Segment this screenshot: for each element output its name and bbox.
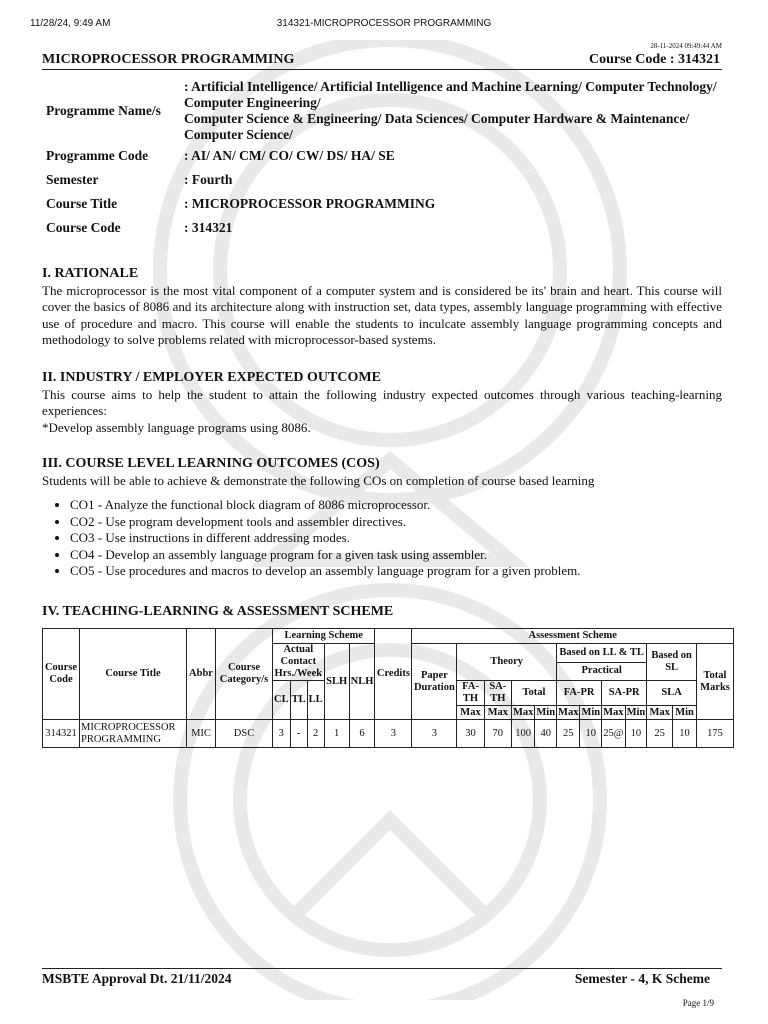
col-sa-pr: SA-PR <box>602 681 647 706</box>
info-key: Programme Code <box>46 148 149 163</box>
cell-slh: 1 <box>324 720 349 748</box>
table-row <box>43 720 734 748</box>
section-cos <box>42 456 722 580</box>
col-tl: TL <box>290 681 307 720</box>
col-min: Min <box>536 706 556 718</box>
col-ll-tl: Based on LL & TL <box>557 644 647 663</box>
cell-fa-pr-min: 10 <box>580 720 602 748</box>
cell-fa-pr-max: 25 <box>557 720 580 748</box>
list-item: • CO3 - Use instructions in different addressing modes. <box>70 530 722 547</box>
browser-print-header <box>30 18 738 32</box>
col-slh: SLH <box>324 644 349 720</box>
col-nlh: NLH <box>349 644 375 720</box>
col-assessment-scheme: Assessment Scheme <box>412 629 734 644</box>
col-actual-contact: Actual Contact Hrs./Week <box>273 644 325 681</box>
print-datetime: 11/28/24, 9:49 AM <box>30 18 111 29</box>
col-sla: SLA <box>647 681 697 706</box>
cell-total-min: 40 <box>535 720 557 748</box>
section-industry <box>42 370 722 436</box>
col-credits: Credits <box>375 629 412 720</box>
info-row <box>42 78 732 144</box>
col-cl: CL <box>273 681 291 720</box>
col-fa-pr: FA-PR <box>557 681 602 706</box>
info-row <box>42 192 732 216</box>
section-heading: I. RATIONALE <box>42 266 139 281</box>
list-item: • CO2 - Use program development tools and assembler directives. <box>70 514 722 531</box>
cell-cl: 3 <box>273 720 291 748</box>
industry-outcome: *Develop assembly language programs using 8086. <box>42 419 311 435</box>
list-item: • CO1 - Analyze the functional block diagram of 8086 microprocessor. <box>70 497 722 514</box>
cell-sa-pr-min: 10 <box>625 720 647 748</box>
list-item: • CO4 - Develop an assembly language program for a given task using assembler. <box>70 547 722 564</box>
cell-ll: 2 <box>307 720 324 748</box>
course-info-table <box>42 78 732 240</box>
info-value: : MICROPROCESSOR PROGRAMMING <box>184 196 436 211</box>
info-key: Course Code <box>46 220 121 235</box>
list-item: • CO5 - Use procedures and macros to develop an assembly language program for a given problem. <box>70 563 722 580</box>
info-value: : Fourth <box>184 172 233 187</box>
section-heading: IV. TEACHING-LEARNING & ASSESSMENT SCHEME <box>42 604 394 619</box>
col-min: Min <box>673 706 697 720</box>
col-total-marks: Total Marks <box>697 644 734 720</box>
col-course-code: Course Code <box>43 629 80 720</box>
document-title-bar <box>42 52 722 70</box>
col-abbr: Abbr <box>187 629 216 720</box>
info-key: Course Title <box>46 196 118 211</box>
col-course-title: Course Title <box>80 629 187 720</box>
cell-title: MICROPROCESSOR PROGRAMMING <box>80 720 187 748</box>
cell-sla-min: 10 <box>673 720 697 748</box>
info-row <box>42 216 732 240</box>
col-sl: Based on SL <box>647 644 697 681</box>
col-ll: LL <box>307 681 324 720</box>
info-key: Semester <box>46 172 99 187</box>
cell-sla-max: 25 <box>647 720 673 748</box>
info-key: Programme Name/s <box>46 103 161 118</box>
course-code-title: Course Code : 314321 <box>588 52 720 67</box>
cell-credits: 3 <box>375 720 412 748</box>
cos-list <box>42 497 722 580</box>
cell-total-max: 100 <box>511 720 534 748</box>
assessment-scheme-table <box>42 628 734 748</box>
col-paper-duration: Paper Duration <box>412 644 457 720</box>
col-learning-scheme: Learning Scheme <box>273 629 375 644</box>
col-category: Course Category/s <box>216 629 273 720</box>
col-max: Max <box>558 706 579 718</box>
timestamp-stamp: 28-11-2024 09:49:44 AM <box>650 42 722 50</box>
col-max: Max <box>457 706 484 720</box>
info-value: : AI/ AN/ CM/ CO/ CW/ DS/ HA/ SE <box>184 148 395 163</box>
info-value: : Artificial Intelligence/ Artificial Intelligence and Machine Learning/ Computer Technology/ Computer Engineering/ Computer Science & Engineering/ Data Sciences/ Computer Hardware & Maintenance/ Computer Science/ <box>184 79 717 142</box>
industry-text: This course aims to help the student to attain the following industry expected outcomes through various teaching-learning experiences: <box>42 386 722 418</box>
col-max: Max <box>484 706 511 720</box>
cell-sa-pr-max: 25@ <box>602 720 625 748</box>
cell-code: 314321 <box>43 720 80 748</box>
cell-fa-th-max: 30 <box>457 720 484 748</box>
cell-category: DSC <box>216 720 273 748</box>
rationale-text: The microprocessor is the most vital component of a computer system and is considered be its' brain and heart. This course will cover the basics of 8086 and its architecture along with instruction set, data types, assembly language programming with effective use of procedure and macro. This course will enable the students to inculcate assembly language programming concepts and methodology to solve problems related with microprocessor-based systems. <box>42 282 722 347</box>
col-fa-th: FA-TH <box>457 681 484 706</box>
col-min: Min <box>626 706 646 718</box>
section-scheme <box>42 604 722 621</box>
info-row <box>42 168 732 192</box>
section-heading: III. COURSE LEVEL LEARNING OUTCOMES (COS) <box>42 456 380 471</box>
semester-scheme: Semester - 4, K Scheme <box>574 971 710 986</box>
page-number: Page 1/9 <box>682 998 714 1008</box>
print-page-title: 314321-MICROPROCESSOR PROGRAMMING <box>276 18 492 29</box>
approval-date: MSBTE Approval Dt. 21/11/2024 <box>42 971 232 986</box>
info-row <box>42 144 732 168</box>
col-practical: Practical <box>557 662 647 681</box>
col-total: Total <box>511 681 556 706</box>
page-footer <box>42 968 722 987</box>
cell-nlh: 6 <box>349 720 375 748</box>
info-value: : 314321 <box>184 220 233 235</box>
col-max: Max <box>512 706 534 718</box>
section-rationale <box>42 266 722 349</box>
col-theory: Theory <box>457 644 557 681</box>
course-name-title: MICROPROCESSOR PROGRAMMING <box>42 52 295 67</box>
col-sa-th: SA-TH <box>484 681 511 706</box>
cell-abbr: MIC <box>187 720 216 748</box>
cell-tl: - <box>290 720 307 748</box>
col-max: Max <box>603 706 624 718</box>
cell-total-marks: 175 <box>697 720 734 748</box>
col-max: Max <box>647 706 673 720</box>
cell-paper: 3 <box>412 720 457 748</box>
cell-sa-th-max: 70 <box>484 720 511 748</box>
cos-intro: Students will be able to achieve & demonstrate the following COs on completion of course based learning <box>42 472 595 488</box>
col-min: Min <box>581 706 601 718</box>
section-heading: II. INDUSTRY / EMPLOYER EXPECTED OUTCOME <box>42 370 381 385</box>
